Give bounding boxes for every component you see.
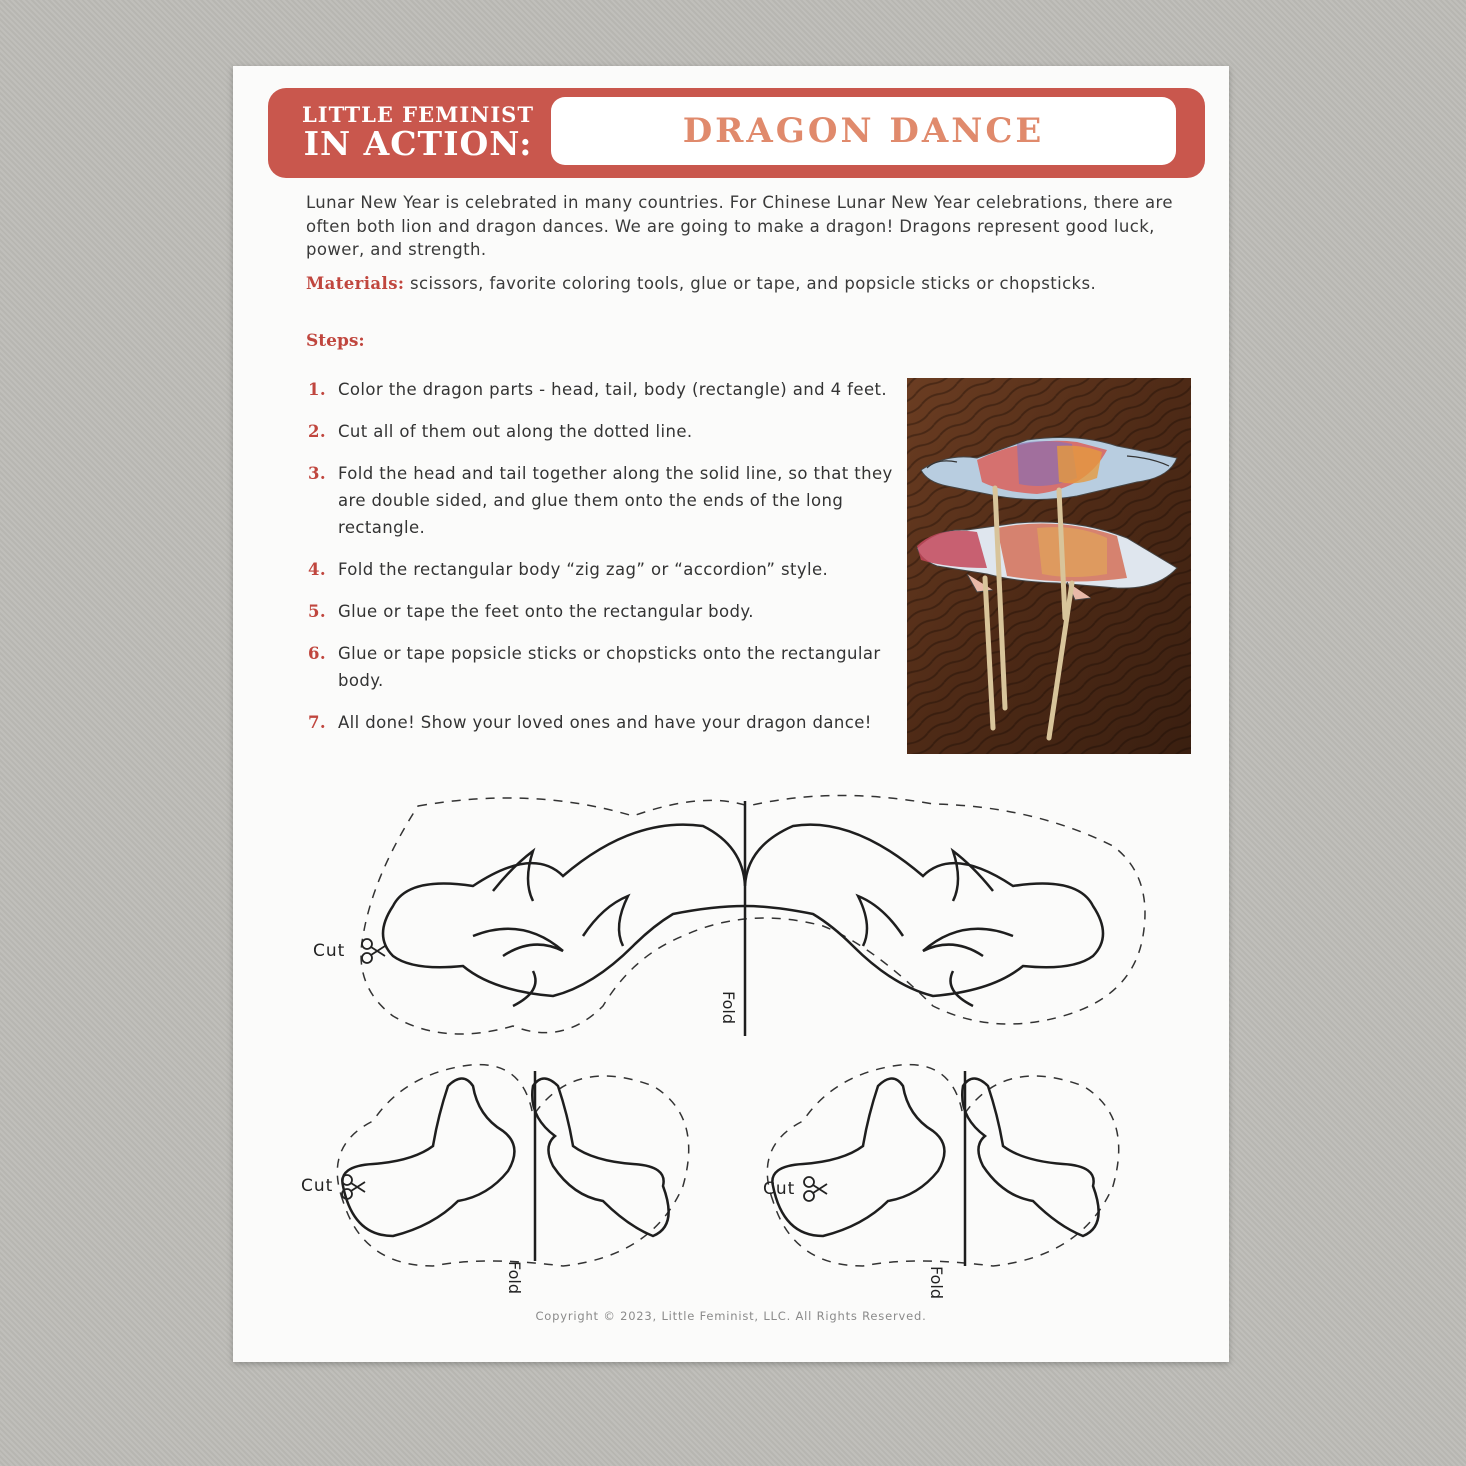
scissors-icon — [804, 1177, 827, 1201]
materials-label: Materials: — [306, 274, 405, 293]
copyright-notice: Copyright © 2023, Little Feminist, LLC. All Rights Reserved. — [535, 1309, 927, 1323]
step-item — [308, 418, 898, 445]
cut-label: Cut — [763, 1179, 796, 1199]
series-title-line1: LITTLE FEMINIST — [302, 102, 534, 127]
step-number: 2. — [308, 422, 327, 441]
step-item — [308, 709, 898, 736]
step-number: 3. — [308, 464, 327, 483]
dragon-cutout-templates — [233, 786, 1229, 1306]
cut-label: Cut — [301, 1176, 334, 1196]
materials-line — [306, 274, 1206, 293]
fold-label: Fold — [505, 1261, 524, 1295]
step-text: Fold the rectangular body “zig zag” or “accordion” style. — [338, 560, 829, 579]
intro-paragraph: Lunar New Year is celebrated in many countries. For Chinese Lunar New Year celebrations, there are often both lion and dragon dances. We are going to make a dragon! Dragons represent good luck, power, and strength. — [306, 193, 1173, 259]
activity-title-box — [551, 97, 1176, 165]
step-text: Glue or tape the feet onto the rectangular body. — [338, 602, 754, 621]
step-item — [308, 640, 898, 694]
step-number: 1. — [308, 380, 327, 399]
step-item — [308, 598, 898, 625]
step-number: 6. — [308, 644, 327, 663]
finished-dragon-photo — [907, 378, 1191, 754]
steps-list — [308, 376, 898, 751]
step-text: Glue or tape popsicle sticks or chopsticks onto the rectangular body. — [338, 644, 881, 690]
cut-label: Cut — [313, 941, 346, 961]
step-item — [308, 376, 898, 403]
step-text: All done! Show your loved ones and have your dragon dance! — [338, 713, 872, 732]
series-title-line2: IN ACTION: — [303, 124, 533, 163]
activity-sheet — [233, 66, 1229, 1362]
step-text: Color the dragon parts - head, tail, body (rectangle) and 4 feet. — [338, 380, 888, 399]
step-number: 5. — [308, 602, 327, 621]
step-number: 4. — [308, 560, 327, 579]
activity-title: DRAGON DANCE — [682, 111, 1045, 151]
feet-template-left — [301, 1065, 689, 1294]
step-item — [308, 460, 898, 541]
series-title — [288, 102, 548, 163]
step-text: Cut all of them out along the dotted line. — [338, 422, 693, 441]
step-text: Fold the head and tail together along the solid line, so that they are double sided, and glue them onto the ends of the long rectangle. — [338, 464, 893, 537]
feet-template-right — [763, 1065, 1119, 1299]
materials-text: scissors, favorite coloring tools, glue or tape, and popsicle sticks or chopsticks. — [410, 274, 1097, 293]
fold-label: Fold — [927, 1266, 946, 1300]
header-banner — [268, 88, 1205, 178]
steps-heading: Steps: — [306, 331, 365, 351]
fold-label: Fold — [719, 991, 738, 1025]
step-item — [308, 556, 898, 583]
step-number: 7. — [308, 713, 327, 732]
head-tail-template — [313, 795, 1145, 1036]
scissors-icon — [362, 939, 385, 963]
